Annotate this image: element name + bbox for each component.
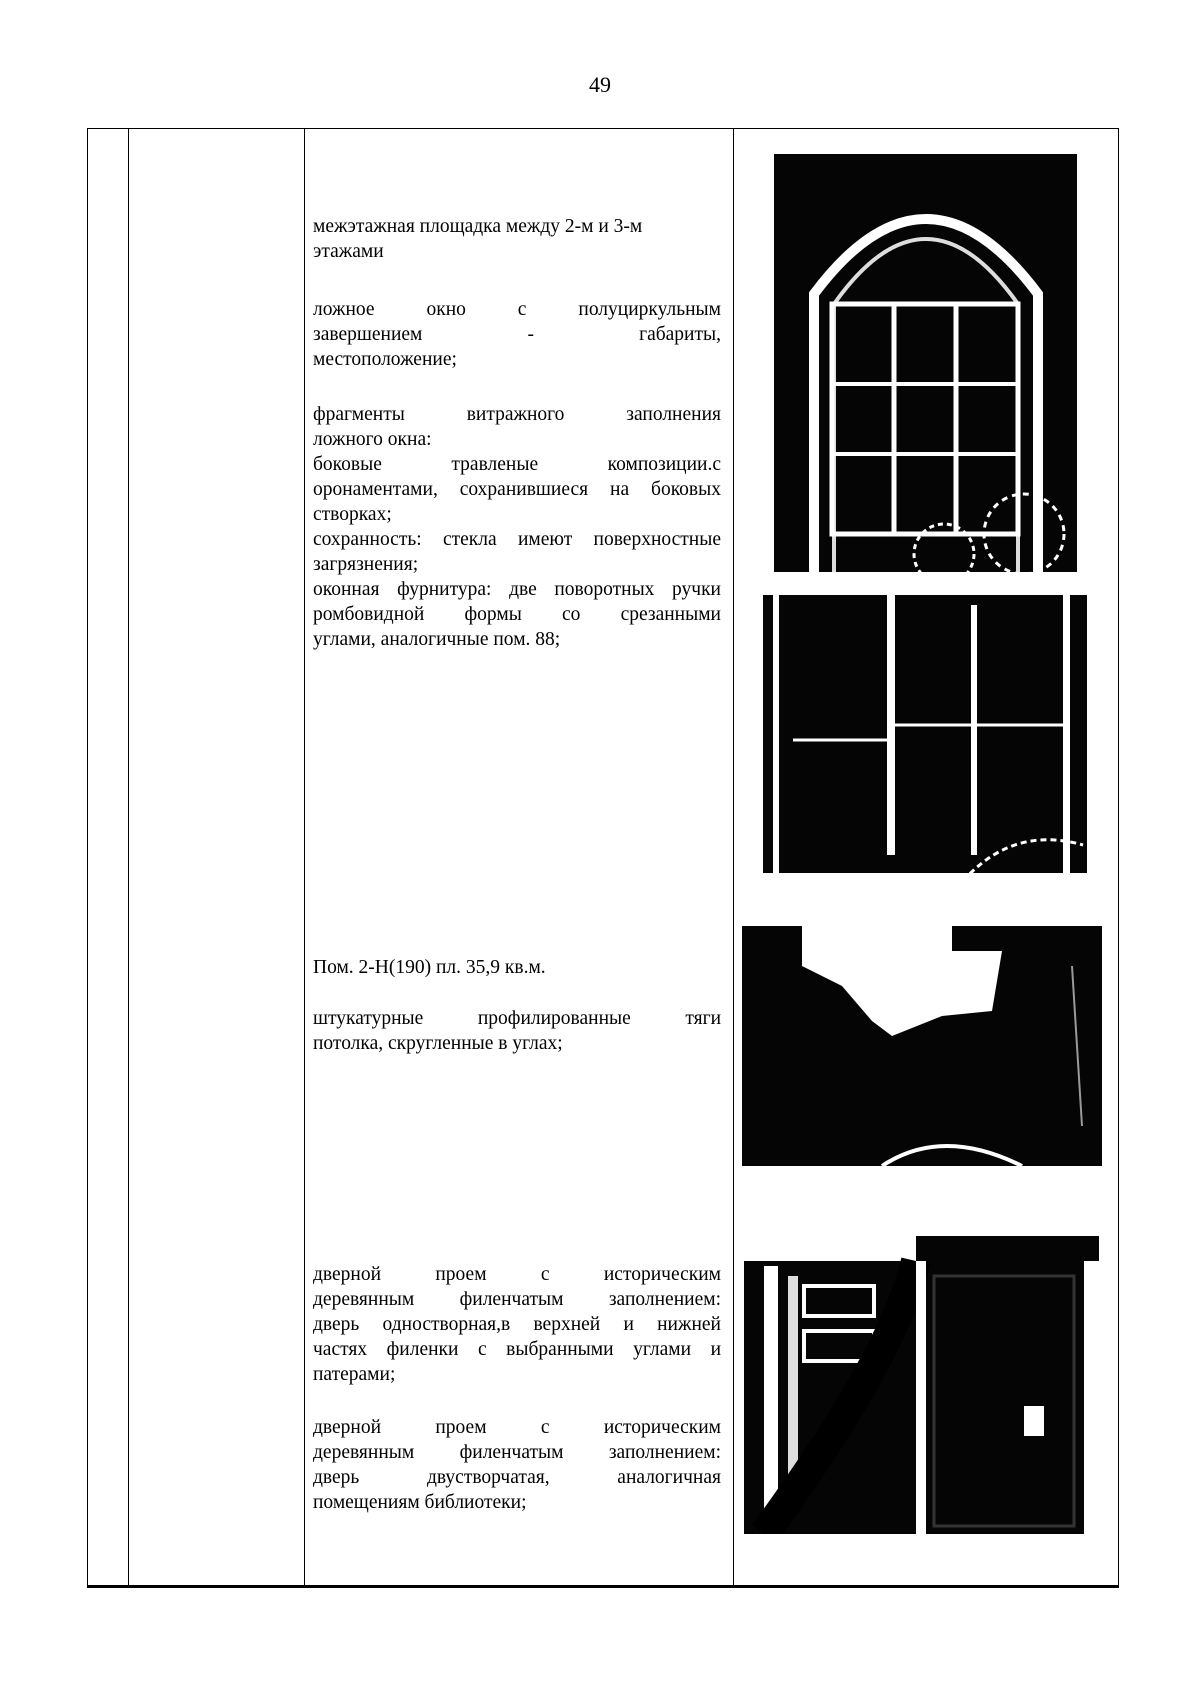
entry-line: патерами; (313, 1364, 396, 1385)
entry-line: сохранность: стекла имеют поверхностные (313, 529, 721, 550)
entry-line: деревянным филенчатым заполнением: (313, 1442, 721, 1463)
entry-false-window (313, 297, 721, 372)
photo-window-stained-glass (763, 595, 1087, 881)
entry-line: этажами (313, 241, 384, 262)
entry-stained-glass (313, 402, 721, 452)
photo-doorways (744, 1236, 1099, 1534)
column-divider-2 (304, 129, 305, 1585)
entry-line: межэтажная площадка между 2-м и 3-м (313, 216, 643, 237)
entry-door-single (313, 1262, 721, 1387)
entry-line: Пом. 2-Н(190) пл. 35,9 кв.м. (313, 957, 546, 978)
entry-line: местоположение; (313, 349, 457, 370)
entry-line: завершением - габариты, (313, 324, 721, 345)
photo-false-window-arch (774, 154, 1077, 572)
column-divider-3 (733, 129, 734, 1585)
entry-line: дверь одностворная,в верхней и нижней (313, 1314, 721, 1335)
entry-line: оронаментами, сохранившиеся на боковых (313, 479, 721, 500)
entry-line: потолка, скругленные в углах; (313, 1033, 563, 1054)
entry-line: оконная фурнитура: две поворотных ручки (313, 579, 721, 600)
entry-line: ромбовидной формы со срезанными (313, 604, 721, 625)
entry-line: загрязнения; (313, 554, 419, 575)
entry-line: дверной проем с историческим (313, 1417, 721, 1438)
entry-line: помещениям библиотеки; (313, 1492, 527, 1513)
entry-line: створках; (313, 504, 392, 525)
entry-ceiling-moldings (313, 1006, 721, 1056)
entry-line: дверь двустворчатая, аналогичная (313, 1467, 721, 1488)
page-number: 49 (589, 72, 611, 97)
entry-window-hardware (313, 577, 721, 652)
entry-line: ложного окна: (313, 429, 432, 450)
entry-line: частях филенки с выбранными углами и (313, 1339, 721, 1360)
entry-stair-landing (313, 214, 721, 264)
entry-line: деревянным филенчатым заполнением: (313, 1289, 721, 1310)
entry-line: дверной проем с историческим (313, 1264, 721, 1285)
entry-room-heading (313, 955, 721, 980)
entry-condition (313, 527, 721, 577)
photo-ceiling-moldings (742, 926, 1102, 1166)
entry-etched-compositions (313, 452, 721, 527)
entry-line: ложное окно с полуциркульным (313, 299, 721, 320)
entry-line: боковые травленые композиции.с (313, 454, 721, 475)
column-divider-1 (128, 129, 129, 1585)
entry-line: фрагменты витражного заполнения (313, 404, 721, 425)
entry-line: углами, аналогичные пом. 88; (313, 629, 561, 650)
entry-line: штукатурные профилированные тяги (313, 1008, 721, 1029)
entry-door-double (313, 1415, 721, 1515)
